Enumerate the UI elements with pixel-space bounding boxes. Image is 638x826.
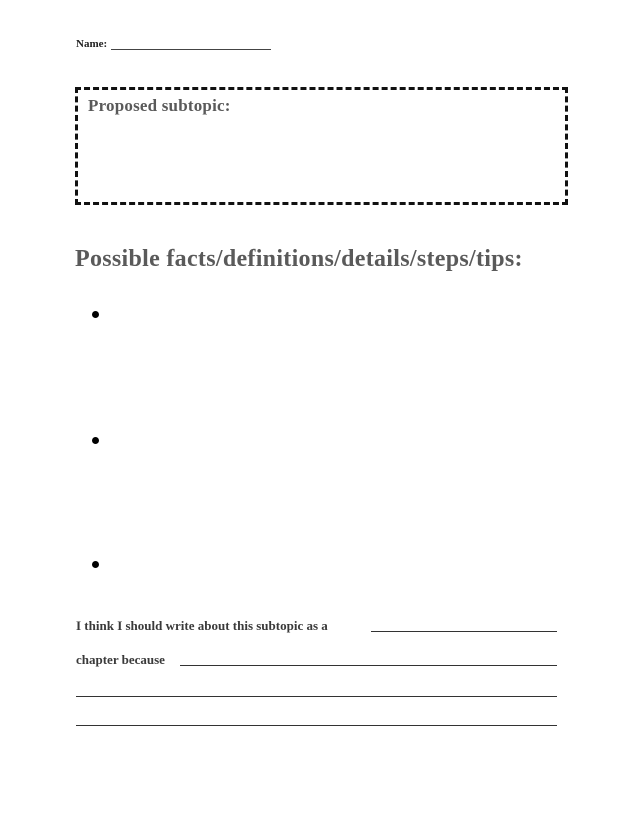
chapter-sentence-line2: chapter because [76,652,165,667]
bullet-point-3 [92,561,99,568]
because-blank-line[interactable] [180,665,557,666]
writing-line-2[interactable] [76,725,557,726]
proposed-subtopic-box[interactable] [75,87,568,205]
name-label: Name: [76,38,108,50]
proposed-subtopic-label: Proposed subtopic: [88,96,231,115]
chapter-type-blank-line[interactable] [371,631,557,632]
name-row [76,38,271,50]
bullet-point-2 [92,437,99,444]
bullet-point-1 [92,311,99,318]
name-blank-line[interactable] [111,38,271,50]
writing-line-1[interactable] [76,696,557,697]
facts-heading: Possible facts/definitions/details/steps/tips: [75,246,523,272]
chapter-sentence-line1: I think I should write about this subtopic as a [76,618,328,633]
